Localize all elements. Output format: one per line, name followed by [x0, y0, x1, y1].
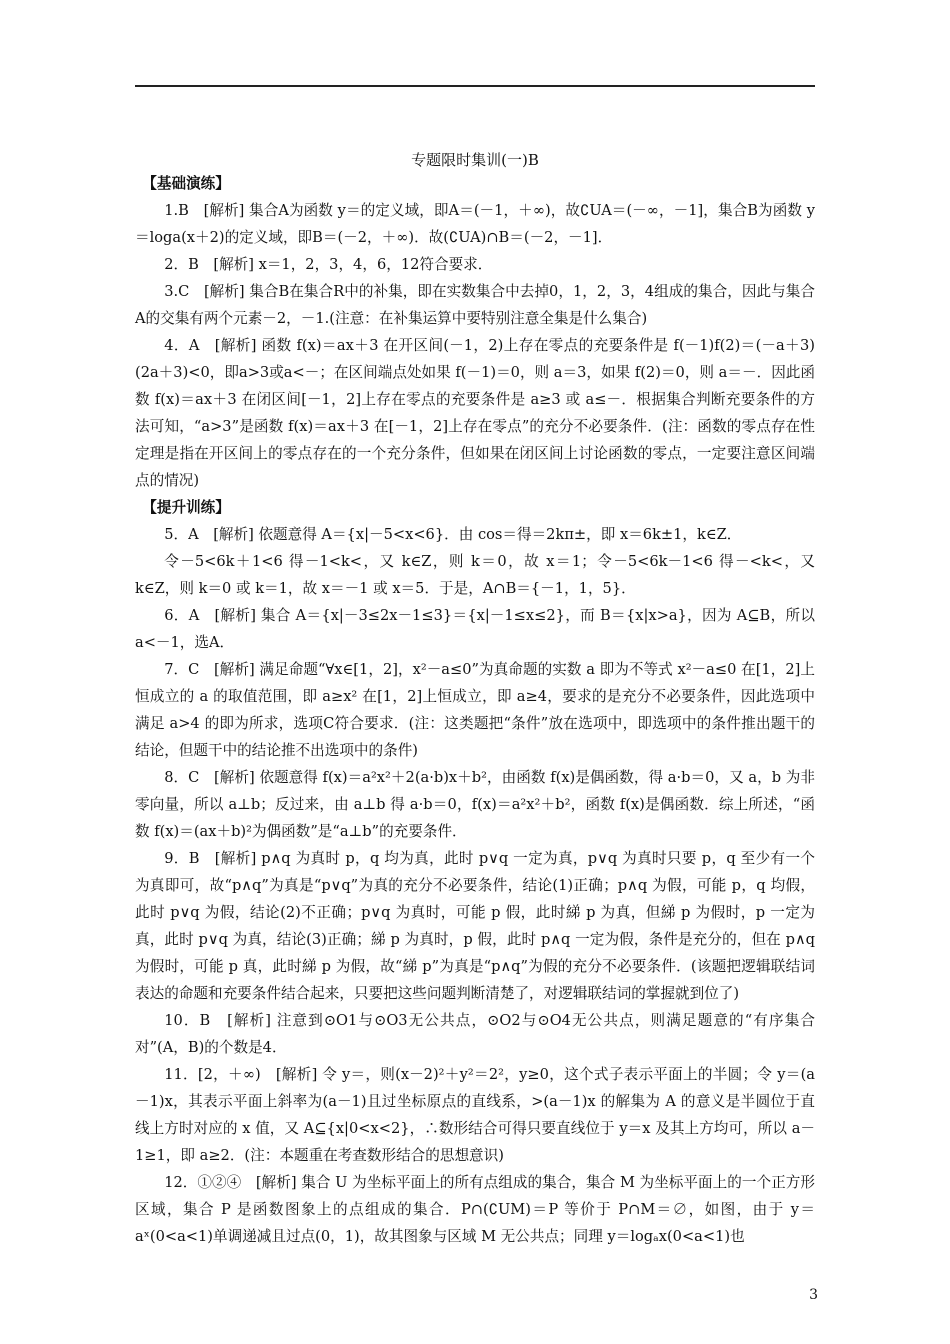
answer-body [135, 170, 815, 1250]
page-number: 3 [809, 1287, 818, 1303]
answer-paragraph: 令－5<6k＋1<6 得－1<k<，又 k∈Z，则 k＝0，故 x＝1；令－5<6k－1<6 得－<k<，又 k∈Z，则 k＝0 或 k＝1，故 x＝－1 或 x＝5．于是，A∩B＝{－1，1，5}． [135, 553, 815, 597]
answer-paragraph: 6．A [解析] 集合 A＝{x|－3≤2x－1≤3}＝{x|－1≤x≤2}，而 B＝{x|x>a}，因为 A⊆B，所以 a<－1，选A． [135, 607, 815, 651]
answer-paragraph: 2．B [解析] x＝1，2，3，4，6，12符合要求． [164, 256, 493, 273]
answer-paragraph: 3.C [解析] 集合B在集合R中的补集，即在实数集合中去掉0，1，2，3，4组成的集合，因此与集合A的交集有两个元素－2，－1.(注意：在补集运算中要特别注意全集是什么集合) [135, 283, 815, 327]
header-rule [135, 85, 815, 87]
answer-paragraph: 11．[2，＋∞) [解析] 令 y＝，则(x－2)²＋y²＝2²，y≥0，这个式子表示平面上的半圆；令 y＝(a－1)x，其表示平面上斜率为(a－1)且过坐标原点的直线系，>(a－1)x 的解集为 A 的意义是半圆位于直线上方时对应的 x 值，又 A⊆{x|0<x<2}，∴数形结合可得只要直线位于 y＝x 及其上方均可，所以 a－1≥1，即 a≥2．(注：本题重在考查数形结合的思想意识) [135, 1066, 815, 1164]
page-title: 专题限时集训(一)B [411, 151, 539, 169]
section-heading-advanced: 【提升训练】 [142, 499, 230, 516]
section-heading-basic: 【基础演练】 [142, 175, 230, 192]
answer-paragraph: 1.B [解析] 集合A为函数 y＝的定义域，即A＝(－1，＋∞)，故∁UA＝(－∞，－1]，集合B为函数 y＝loga(x＋2)的定义域，即B＝(－2，＋∞)．故(∁UA)∩B＝(－2，－1]． [135, 202, 815, 246]
answer-paragraph: 10．B [解析] 注意到⊙O1与⊙O3无公共点，⊙O2与⊙O4无公共点，则满足题意的“有序集合对”(A，B)的个数是4． [135, 1012, 815, 1056]
answer-paragraph: 7．C [解析] 满足命题“∀x∈[1，2]，x²－a≤0”为真命题的实数 a 即为不等式 x²－a≤0 在[1，2]上恒成立的 a 的取值范围，即 a≥x² 在[1，2]上恒成立，即 a≥4，要求的是充分不必要条件，因此选项中满足 a>4 的即为所求，选项C符合要求．(注：这类题把“条件”放在选项中，即选项中的条件推出题干的结论，但题干中的结论推不出选项中的条件) [135, 661, 815, 759]
answer-paragraph: 4．A [解析] 函数 f(x)＝ax＋3 在开区间(－1，2)上存在零点的充要条件是 f(－1)f(2)＝(－a＋3)(2a＋3)<0，即a>3或a<－；在区间端点处如果 f(－1)＝0，则 a＝3，如果 f(2)＝0，则 a＝－．因此函数 f(x)＝ax＋3 在闭区间[－1，2]上存在零点的充要条件是 a≥3 或 a≤－．根据集合判断充要条件的方法可知，“a>3”是函数 f(x)＝ax＋3 在[－1，2]上存在零点”的充分不必要条件．(注：函数的零点存在性定理是指在开区间上的零点存在的一个充分条件，但如果在闭区间上讨论函数的零点，一定要注意区间端点的情况) [135, 337, 815, 489]
answer-paragraph: 5．A [解析] 依题意得 A＝{x|－5<x<6}．由 cos＝得＝2kπ±，即 x＝6k±1，k∈Z． [164, 526, 742, 543]
answer-paragraph: 12．①②④ [解析] 集合 U 为坐标平面上的所有点组成的集合，集合 M 为坐标平面上的一个正方形区域，集合 P 是函数图象上的点组成的集合．P∩(∁UM)＝P 等价于 P∩M＝∅，如图，由于 y＝aˣ(0<a<1)单调递减且过点(0，1)，故其图象与区域 M 无公共点；同理 y＝logₐx(0<a<1)也 [135, 1174, 815, 1245]
answer-paragraph: 8．C [解析] 依题意得 f(x)＝a²x²＋2(a·b)x＋b²，由函数 f(x)是偶函数，得 a·b＝0，又 a，b 为非零向量，所以 a⊥b；反过来，由 a⊥b 得 a·b＝0，f(x)＝a²x²＋b²，函数 f(x)是偶函数．综上所述，“函数 f(x)＝(ax＋b)²为偶函数”是“a⊥b”的充要条件． [135, 769, 815, 840]
answer-paragraph: 9．B [解析] p∧q 为真时 p，q 均为真，此时 p∨q 一定为真，p∨q 为真时只要 p，q 至少有一个为真即可，故“p∧q”为真是“p∨q”为真的充分不必要条件，结论(1)正确；p∧q 为假，可能 p，q 均假，此时 p∨q 为假，结论(2)不正确；p∨q 为真时，可能 p 假，此时綈 p 为真，但綈 p 为假时，p 一定为真，此时 p∨q 为真，结论(3)正确；綈 p 为真时，p 假，此时 p∧q 一定为假，条件是充分的，但在 p∧q 为假时，可能 p 真，此时綈 p 为假，故“綈 p”为真是“p∧q”为假的充分不必要条件．(该题把逻辑联结词表达的命题和充要条件结合起来，只要把这些问题判断清楚了，对逻辑联结词的掌握就到位了) [135, 850, 815, 1002]
